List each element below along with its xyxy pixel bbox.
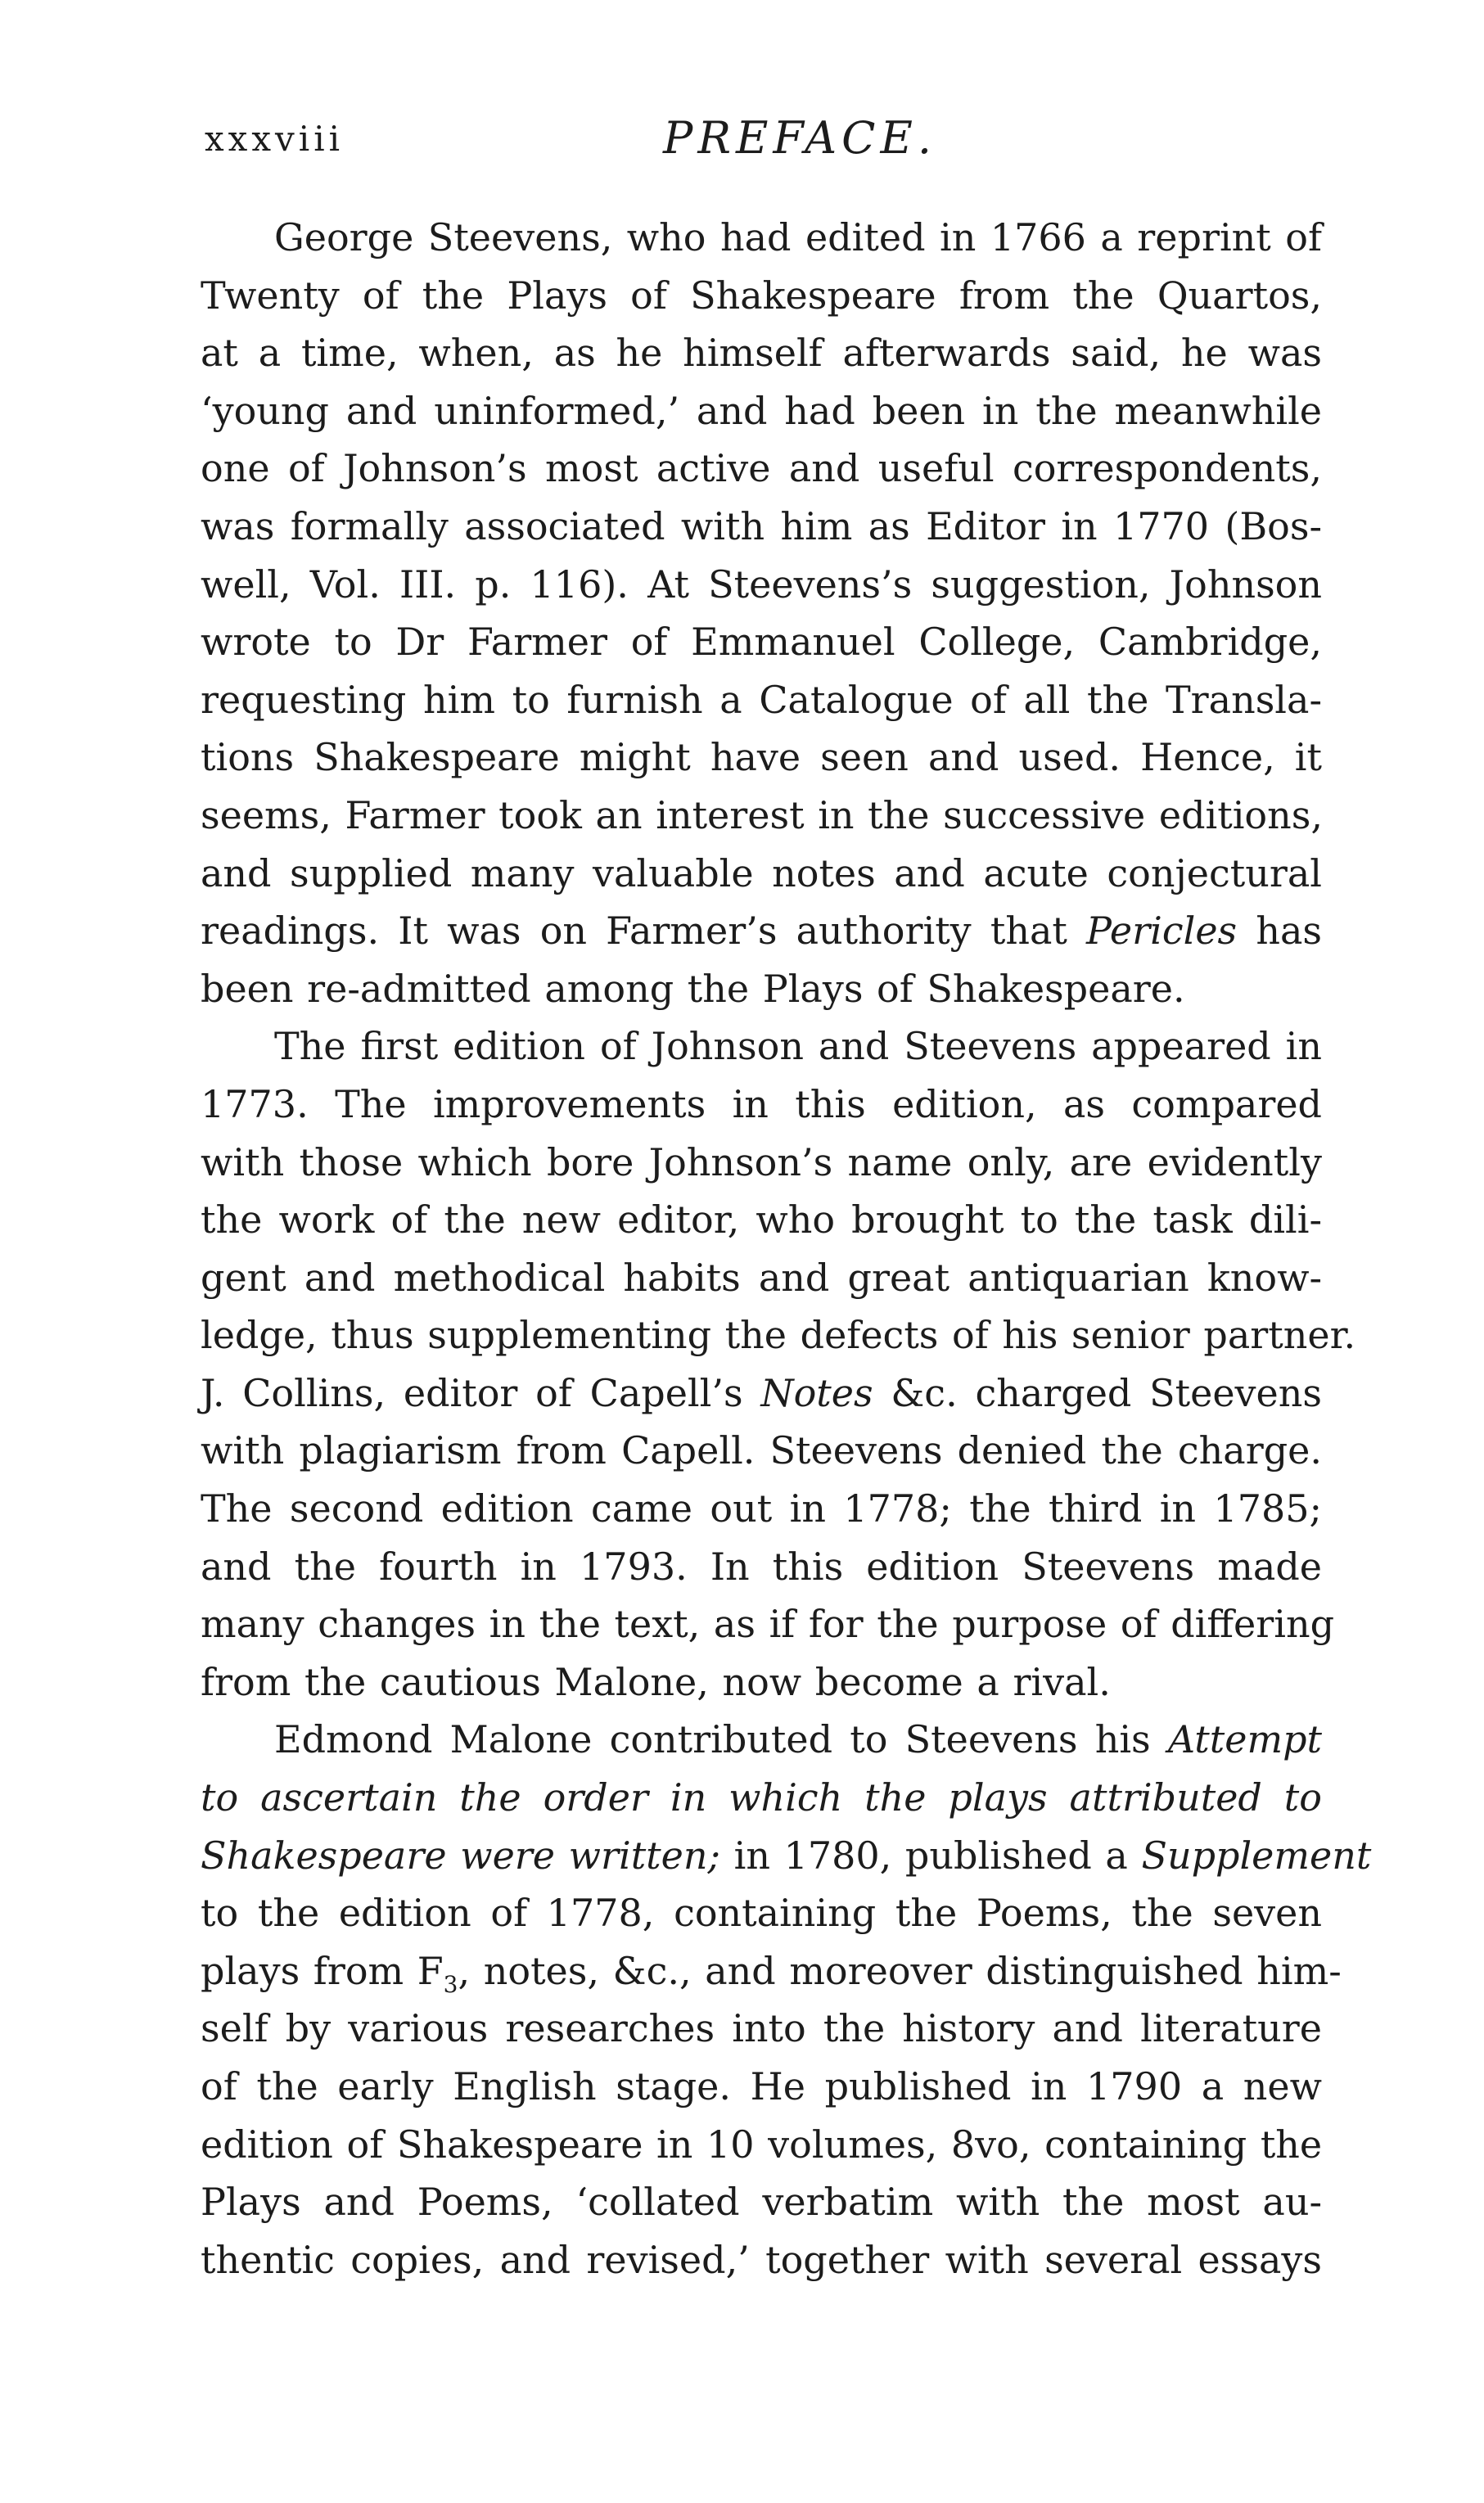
- text-line: of the early English stage. He published in 1790 a new: [201, 2064, 1322, 2108]
- body-text: [201, 209, 1372, 2289]
- text-line: been re-admitted among the Plays of Shakespeare.: [201, 966, 1185, 1011]
- text-line: George Steevens, who had edited in 1766 a reprint of: [274, 215, 1322, 259]
- text-line: at a time, when, as he himself afterwards said, he was: [201, 331, 1322, 376]
- page-header: [205, 112, 1326, 176]
- text-line: 1773. The improvements in this edition, as compared: [201, 1081, 1322, 1126]
- text-line: Shakespeare were written; in 1780, published a Supplement: [201, 1833, 1372, 1878]
- text-line: was formally associated with him as Editor in 1770 (Bos-: [201, 503, 1322, 548]
- text-line: many changes in the text, as if for the purpose of differing: [201, 1602, 1335, 1647]
- text-line: and the fourth in 1793. In this edition Steevens made: [201, 1544, 1322, 1589]
- text-line: readings. It was on Farmer’s authority that Pericles has: [201, 909, 1323, 954]
- text-line: seems, Farmer took an interest in the successive editions,: [201, 792, 1323, 837]
- text-line: ‘young and uninformed,’ and had been in the meanwhile: [201, 388, 1322, 433]
- text-line: to the edition of 1778, containing the Poems, the seven: [201, 1891, 1322, 1936]
- running-head: PREFACE.: [663, 112, 937, 164]
- text-line: and supplied many valuable notes and acute conjectural: [201, 850, 1322, 895]
- text-line: gent and methodical habits and great antiquarian know-: [201, 1255, 1322, 1300]
- text-line: wrote to Dr Farmer of Emmanuel College, Cambridge,: [201, 620, 1322, 665]
- text-line: one of Johnson’s most active and useful correspondents,: [201, 446, 1322, 491]
- text-line: requesting him to furnish a Catalogue of all the Transla-: [201, 677, 1322, 722]
- text-line: J. Collins, editor of Capell’s Notes &c. charged Steevens: [201, 1370, 1322, 1415]
- text-line: edition of Shakespeare in 10 volumes, 8vo, containing the: [201, 2122, 1323, 2167]
- text-line: The first edition of Johnson and Steevens appeared in: [274, 1024, 1322, 1069]
- text-line: tions Shakespeare might have seen and used. Hence, it: [201, 735, 1322, 780]
- text-line: Edmond Malone contributed to Steevens his Attempt: [274, 1717, 1322, 1762]
- text-line: The second edition came out in 1778; the third in 1785;: [201, 1486, 1322, 1531]
- text-line: from the cautious Malone, now become a rival.: [201, 1659, 1111, 1704]
- text-line: well, Vol. III. p. 116). At Steevens’s suggestion, Johnson: [201, 561, 1322, 607]
- text-line: plays from $F_3$, notes, &c., and moreover distinguished him-: [201, 1948, 1342, 1998]
- text-line: the work of the new editor, who brought to the task dili-: [201, 1197, 1322, 1242]
- text-line: to ascertain the order in which the plays attributed to: [201, 1775, 1322, 1820]
- text-line: Plays and Poems, ‘collated verbatim with the most au-: [201, 2180, 1322, 2225]
- text-line: Twenty of the Plays of Shakespeare from the Quartos,: [201, 273, 1322, 318]
- text-line: self by various researches into the history and literature: [201, 2006, 1322, 2051]
- text-line: thentic copies, and revised,’ together with several essays: [201, 2237, 1322, 2282]
- text-line: ledge, thus supplementing the defects of his senior partner.: [201, 1313, 1356, 1358]
- page-number: xxxviii: [205, 119, 345, 159]
- text-line: with plagiarism from Capell. Steevens denied the charge.: [201, 1428, 1322, 1473]
- text-line: with those which bore Johnson’s name only, are evidently: [201, 1139, 1322, 1184]
